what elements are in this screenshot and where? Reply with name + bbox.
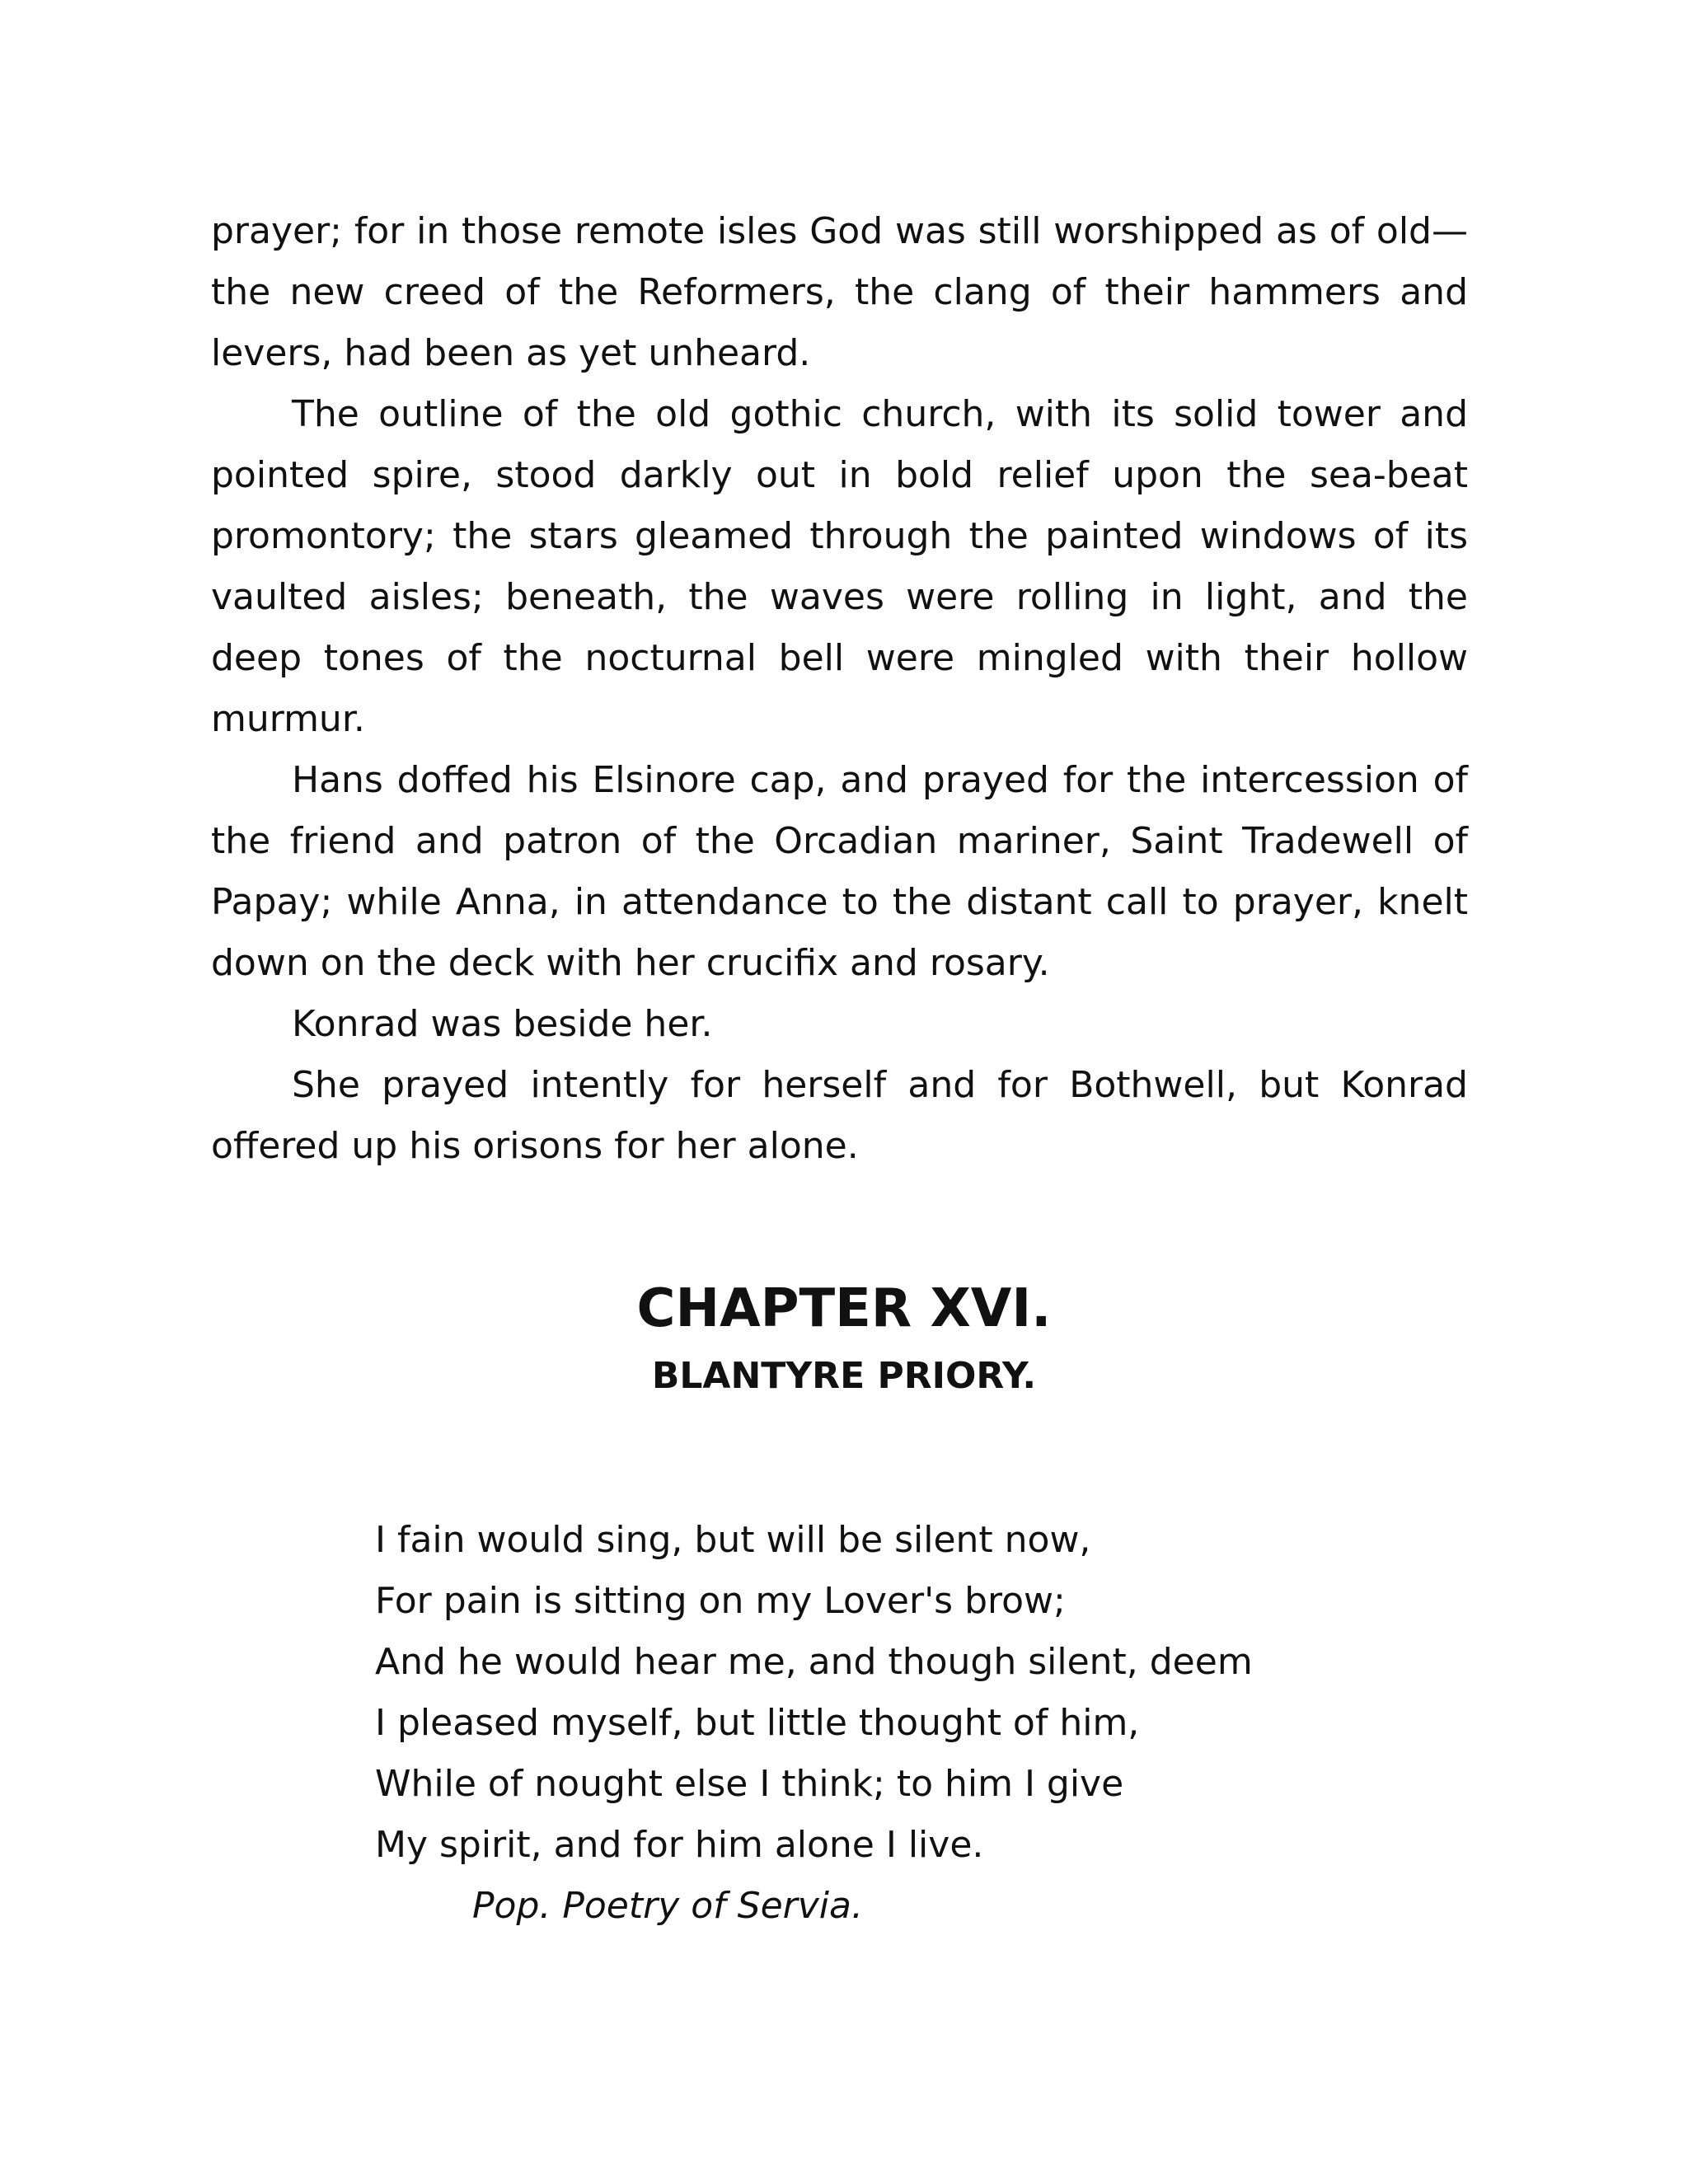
chapter-title: CHAPTER XVI. bbox=[636, 1278, 1052, 1339]
paragraph-3: Hans doffed his Elsinore cap, and prayed for the intercession of the friend and patron of the Orcadian mariner, Saint Tradewell of Papay; while Anna, in attendance to the distant call to prayer, knelt down on the deck with her crucifix and rosary. bbox=[211, 759, 1468, 984]
chapter-subtitle: BLANTYRE PRIORY. bbox=[651, 1355, 1037, 1397]
epigraph-attribution: Pop. Poetry of Servia. bbox=[472, 1885, 863, 1927]
verse-line: And he would hear me, and though silent, deem bbox=[375, 1641, 1253, 1683]
verse-line: While of nought else I think; to him I give bbox=[375, 1763, 1124, 1805]
epigraph-verse bbox=[375, 1510, 1447, 1937]
verse-line: I fain would sing, but will be silent now, bbox=[375, 1519, 1091, 1561]
verse-line: I pleased myself, but little thought of him, bbox=[375, 1702, 1140, 1744]
paragraph-4: Konrad was beside her. bbox=[292, 1003, 713, 1045]
verse-line: My spirit, and for him alone I live. bbox=[375, 1824, 984, 1866]
paragraph-2: The outline of the old gothic church, with its solid tower and pointed spire, stood darkly out in bold relief upon the sea-beat promontory; the stars gleamed through the painted windows of its vaulted aisles; beneath, the waves were rolling in light, and the deep tones of the nocturnal bell were mingled with their hollow murmur. bbox=[211, 393, 1468, 740]
body-text bbox=[211, 201, 1468, 1177]
verse-line: For pain is sitting on my Lover's brow; bbox=[375, 1580, 1066, 1622]
paragraph-5: She prayed intently for herself and for Bothwell, but Konrad offered up his orisons for her alone. bbox=[211, 1064, 1468, 1167]
paragraph-1: prayer; for in those remote isles God was still worshipped as of old—the new creed of the Reformers, the clang of their hammers and levers, had been as yet unheard. bbox=[211, 210, 1468, 374]
